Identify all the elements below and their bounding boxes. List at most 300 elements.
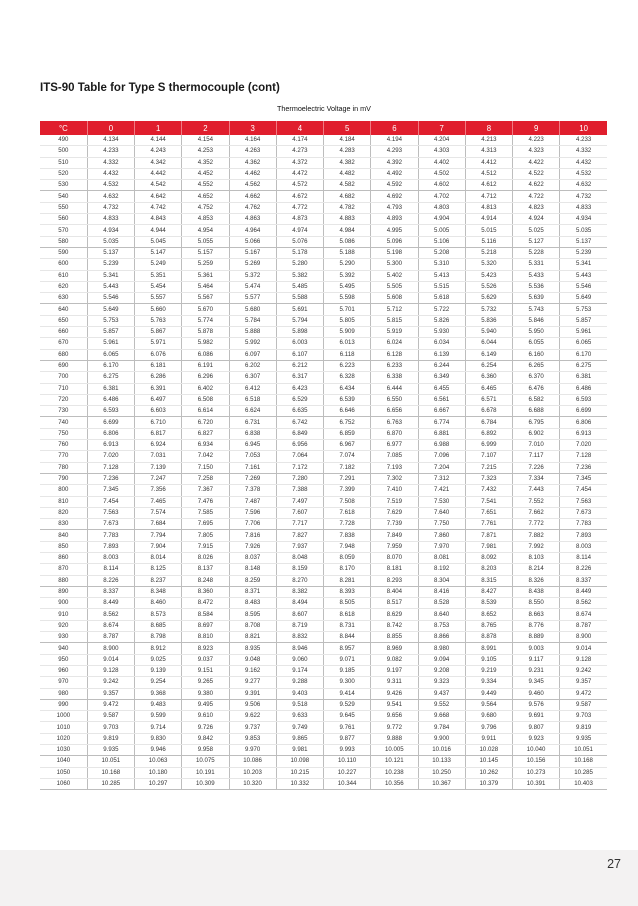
voltage-cell: 4.954 [182,225,229,236]
voltage-cell: 8.003 [560,541,607,552]
voltage-cell: 5.888 [229,327,276,338]
voltage-cell: 5.116 [465,236,512,247]
table-row [40,745,607,756]
voltage-cell: 4.382 [324,157,371,168]
voltage-cell: 5.930 [418,327,465,338]
voltage-cell: 6.044 [465,338,512,349]
voltage-cell: 5.649 [87,304,134,315]
voltage-cell: 7.226 [513,462,560,473]
voltage-cell: 5.618 [418,293,465,304]
voltage-cell: 8.371 [229,586,276,597]
voltage-cell: 7.053 [229,451,276,462]
voltage-cell: 5.588 [276,293,323,304]
voltage-cell: 9.564 [465,699,512,710]
voltage-cell: 5.025 [513,225,560,236]
voltage-cell: 9.265 [182,677,229,688]
voltage-cell: 5.732 [465,304,512,315]
voltage-cell: 5.137 [560,236,607,247]
voltage-cell: 4.432 [87,168,134,179]
voltage-cell: 8.787 [560,620,607,631]
voltage-cell: 7.728 [324,519,371,530]
voltage-cell: 4.332 [560,146,607,157]
voltage-cell: 10.367 [418,778,465,789]
voltage-cell: 4.934 [87,225,134,236]
voltage-cell: 7.585 [182,507,229,518]
voltage-cell: 10.309 [182,778,229,789]
voltage-cell: 7.684 [135,519,182,530]
voltage-cell: 9.599 [135,711,182,722]
voltage-cell: 8.427 [465,586,512,597]
table-row [40,315,607,326]
table-row [40,157,607,168]
voltage-cell: 8.957 [324,643,371,654]
table-row [40,778,607,789]
voltage-cell: 5.382 [276,270,323,281]
voltage-cell: 9.437 [418,688,465,699]
voltage-cell: 5.992 [229,338,276,349]
voltage-cell: 4.313 [465,146,512,157]
voltage-cell: 6.149 [465,349,512,360]
voltage-cell: 5.218 [465,247,512,258]
voltage-cell: 7.629 [371,507,418,518]
voltage-cell: 5.495 [324,281,371,292]
voltage-cell: 4.914 [465,214,512,225]
voltage-cell: 6.381 [87,383,134,394]
voltage-cell: 8.685 [135,620,182,631]
voltage-cell: 6.233 [371,360,418,371]
voltage-cell: 10.110 [324,756,371,767]
voltage-cell: 9.403 [276,688,323,699]
voltage-cell: 5.127 [513,236,560,247]
voltage-cell: 6.034 [418,338,465,349]
voltage-cell: 7.937 [276,541,323,552]
voltage-cell: 10.168 [87,767,134,778]
voltage-cell: 4.662 [229,191,276,202]
voltage-cell: 10.203 [229,767,276,778]
voltage-cell: 6.307 [229,372,276,383]
voltage-cell: 4.672 [276,191,323,202]
temperature-cell: 910 [40,609,87,620]
voltage-cell: 7.236 [560,462,607,473]
voltage-cell: 9.380 [182,688,229,699]
voltage-cell: 9.761 [324,722,371,733]
voltage-cell: 8.037 [229,552,276,563]
voltage-cell: 5.351 [135,270,182,281]
voltage-cell: 7.323 [465,473,512,484]
voltage-cell: 5.402 [371,270,418,281]
voltage-cell: 9.288 [276,677,323,688]
voltage-cell: 4.732 [560,191,607,202]
temperature-cell: 970 [40,677,87,688]
voltage-cell: 5.701 [324,304,371,315]
voltage-cell: 4.432 [560,157,607,168]
voltage-cell: 5.774 [182,315,229,326]
voltage-cell: 5.898 [276,327,323,338]
table-row [40,281,607,292]
voltage-cell: 10.075 [182,756,229,767]
temperature-cell: 660 [40,327,87,338]
voltage-cell: 10.040 [513,745,560,756]
voltage-cell: 9.703 [560,711,607,722]
voltage-cell: 6.317 [276,372,323,383]
table-row [40,225,607,236]
voltage-cell: 5.598 [324,293,371,304]
voltage-cell: 5.919 [371,327,418,338]
voltage-cell: 6.254 [465,360,512,371]
voltage-cell: 7.128 [87,462,134,473]
voltage-cell: 8.103 [513,552,560,563]
voltage-cell: 4.964 [229,225,276,236]
voltage-cell: 10.344 [324,778,371,789]
column-header: 9 [513,121,560,135]
voltage-cell: 5.485 [276,281,323,292]
voltage-cell: 10.285 [560,767,607,778]
voltage-cell: 6.806 [560,417,607,428]
voltage-cell: 6.624 [229,406,276,417]
voltage-cell: 7.096 [418,451,465,462]
voltage-cell: 4.934 [560,214,607,225]
voltage-cell: 4.512 [465,168,512,179]
voltage-cell: 8.878 [465,632,512,643]
voltage-cell: 7.388 [276,485,323,496]
voltage-cell: 5.392 [324,270,371,281]
voltage-cell: 9.460 [513,688,560,699]
voltage-cell: 4.332 [87,157,134,168]
temperature-cell: 680 [40,349,87,360]
voltage-cell: 8.192 [418,564,465,575]
voltage-cell: 6.223 [324,360,371,371]
voltage-cell: 9.048 [229,654,276,665]
voltage-cell: 4.692 [371,191,418,202]
voltage-cell: 9.242 [87,677,134,688]
voltage-cell: 5.826 [418,315,465,326]
voltage-cell: 7.378 [229,485,276,496]
voltage-cell: 7.530 [418,496,465,507]
voltage-cell: 9.529 [324,699,371,710]
voltage-cell: 8.114 [560,552,607,563]
temperature-cell: 1020 [40,733,87,744]
voltage-cell: 7.476 [182,496,229,507]
voltage-cell: 5.546 [560,281,607,292]
voltage-cell: 6.977 [371,440,418,451]
voltage-cell: 9.003 [513,643,560,654]
page-number: 27 [607,857,621,871]
voltage-cell: 8.248 [182,575,229,586]
table-row [40,214,607,225]
voltage-cell: 9.645 [324,711,371,722]
temperature-cell: 960 [40,665,87,676]
voltage-cell: 4.642 [135,191,182,202]
voltage-cell: 5.280 [276,259,323,270]
column-header: 1 [135,121,182,135]
voltage-cell: 4.164 [229,135,276,146]
voltage-cell: 8.991 [465,643,512,654]
voltage-cell: 4.233 [560,135,607,146]
voltage-cell: 9.935 [87,745,134,756]
table-row [40,372,607,383]
voltage-cell: 5.147 [135,247,182,258]
voltage-cell: 6.328 [324,372,371,383]
voltage-cell: 5.577 [229,293,276,304]
voltage-cell: 10.215 [276,767,323,778]
voltage-cell: 5.035 [560,225,607,236]
voltage-cell: 9.923 [513,733,560,744]
voltage-cell: 8.562 [560,598,607,609]
table-row [40,598,607,609]
temperature-cell: 790 [40,473,87,484]
voltage-cell: 6.465 [465,383,512,394]
voltage-cell: 8.159 [276,564,323,575]
voltage-cell: 9.749 [276,722,323,733]
voltage-cell: 4.752 [182,202,229,213]
voltage-cell: 6.370 [513,372,560,383]
voltage-cell: 6.486 [87,394,134,405]
voltage-cell: 8.003 [87,552,134,563]
voltage-cell: 5.433 [513,270,560,281]
voltage-cell: 5.259 [182,259,229,270]
temperature-cell: 590 [40,247,87,258]
voltage-cell: 9.345 [513,677,560,688]
voltage-cell: 8.494 [276,598,323,609]
voltage-cell: 5.846 [513,315,560,326]
voltage-cell: 8.798 [135,632,182,643]
voltage-cell: 9.541 [371,699,418,710]
voltage-cell: 7.783 [560,519,607,530]
temperature-cell: 830 [40,519,87,530]
voltage-cell: 10.391 [513,778,560,789]
table-row [40,270,607,281]
voltage-cell: 8.539 [465,598,512,609]
voltage-cell: 7.236 [87,473,134,484]
voltage-cell: 7.410 [371,485,418,496]
temperature-cell: 600 [40,259,87,270]
voltage-cell: 6.338 [371,372,418,383]
voltage-cell: 5.249 [135,259,182,270]
voltage-cell: 9.888 [371,733,418,744]
voltage-cell: 9.208 [418,665,465,676]
voltage-cell: 9.105 [465,654,512,665]
voltage-cell: 7.838 [324,530,371,541]
voltage-cell: 4.144 [135,135,182,146]
voltage-cell: 8.584 [182,609,229,620]
voltage-cell: 5.940 [465,327,512,338]
table-row [40,202,607,213]
voltage-cell: 9.495 [182,699,229,710]
voltage-cell: 5.228 [513,247,560,258]
voltage-cell: 4.482 [324,168,371,179]
voltage-cell: 4.904 [418,214,465,225]
voltage-cell: 7.074 [324,451,371,462]
voltage-cell: 8.337 [87,586,134,597]
voltage-cell: 5.546 [87,293,134,304]
voltage-cell: 9.819 [560,722,607,733]
table-row [40,564,607,575]
voltage-cell: 7.816 [229,530,276,541]
voltage-cell: 5.464 [182,281,229,292]
voltage-cell: 6.518 [229,394,276,405]
temperature-cell: 690 [40,360,87,371]
voltage-cell: 4.602 [418,180,465,191]
temperature-cell: 800 [40,485,87,496]
voltage-cell: 8.070 [371,552,418,563]
temperature-cell: 560 [40,214,87,225]
voltage-cell: 6.275 [87,372,134,383]
voltage-cell: 4.273 [276,146,323,157]
column-header: 6 [371,121,418,135]
voltage-cell: 9.877 [324,733,371,744]
voltage-cell: 5.076 [276,236,323,247]
voltage-cell: 9.334 [465,677,512,688]
voltage-cell: 8.326 [513,575,560,586]
voltage-cell: 9.737 [229,722,276,733]
temperature-cell: 700 [40,372,87,383]
voltage-cell: 7.981 [465,541,512,552]
voltage-cell: 9.587 [560,699,607,710]
voltage-cell: 4.233 [87,146,134,157]
voltage-cell: 6.924 [135,440,182,451]
voltage-cell: 9.865 [276,733,323,744]
voltage-cell: 5.086 [324,236,371,247]
temperature-cell: 730 [40,406,87,417]
table-row [40,632,607,643]
voltage-cell: 7.805 [182,530,229,541]
voltage-cell: 5.341 [87,270,134,281]
voltage-cell: 7.926 [229,541,276,552]
voltage-cell: 9.162 [229,665,276,676]
voltage-cell: 5.066 [229,236,276,247]
voltage-cell: 4.883 [324,214,371,225]
voltage-cell: 8.742 [371,620,418,631]
voltage-cell: 8.562 [87,609,134,620]
voltage-cell: 10.098 [276,756,323,767]
voltage-cell: 7.454 [560,485,607,496]
voltage-cell: 5.413 [418,270,465,281]
voltage-cell: 6.086 [182,349,229,360]
voltage-cell: 4.293 [371,146,418,157]
voltage-cell: 5.526 [465,281,512,292]
voltage-cell: 4.532 [560,168,607,179]
thermocouple-table [40,121,607,790]
voltage-cell: 4.184 [324,135,371,146]
voltage-cell: 5.557 [135,293,182,304]
voltage-cell: 6.118 [324,349,371,360]
voltage-cell: 6.571 [465,394,512,405]
table-row [40,541,607,552]
voltage-cell: 10.403 [560,778,607,789]
voltage-cell: 10.005 [371,745,418,756]
voltage-cell: 5.836 [465,315,512,326]
voltage-cell: 6.076 [135,349,182,360]
voltage-cell: 9.911 [465,733,512,744]
column-header: 3 [229,121,276,135]
voltage-cell: 6.170 [560,349,607,360]
temperature-cell: 920 [40,620,87,631]
voltage-cell: 6.849 [276,428,323,439]
voltage-cell: 9.970 [229,745,276,756]
voltage-cell: 8.912 [135,643,182,654]
voltage-cell: 7.150 [182,462,229,473]
voltage-cell: 8.550 [513,598,560,609]
voltage-cell: 5.680 [229,304,276,315]
voltage-cell: 8.900 [87,643,134,654]
voltage-cell: 5.198 [371,247,418,258]
voltage-cell: 7.345 [560,473,607,484]
table-row [40,654,607,665]
voltage-cell: 9.357 [560,677,607,688]
voltage-cell: 6.999 [465,440,512,451]
temperature-cell: 710 [40,383,87,394]
voltage-cell: 6.795 [513,417,560,428]
voltage-cell: 8.607 [276,609,323,620]
table-row [40,406,607,417]
voltage-cell: 7.117 [513,451,560,462]
voltage-cell: 9.197 [371,665,418,676]
voltage-cell: 8.810 [182,632,229,643]
column-header: 2 [182,121,229,135]
voltage-cell: 5.239 [560,247,607,258]
temperature-cell: 840 [40,530,87,541]
voltage-cell: 8.137 [182,564,229,575]
voltage-cell: 6.097 [229,349,276,360]
voltage-cell: 9.414 [324,688,371,699]
voltage-cell: 9.483 [135,699,182,710]
voltage-cell: 6.055 [513,338,560,349]
table-row [40,146,607,157]
voltage-cell: 5.784 [229,315,276,326]
voltage-cell: 4.462 [229,168,276,179]
temperature-cell: 530 [40,180,87,191]
voltage-cell: 6.678 [465,406,512,417]
voltage-cell: 4.472 [276,168,323,179]
voltage-cell: 8.855 [371,632,418,643]
voltage-cell: 4.154 [182,135,229,146]
table-row [40,259,607,270]
voltage-cell: 10.379 [465,778,512,789]
voltage-cell: 6.913 [87,440,134,451]
voltage-cell: 4.552 [182,180,229,191]
voltage-cell: 7.882 [513,530,560,541]
voltage-cell: 7.107 [465,451,512,462]
voltage-cell: 8.438 [513,586,560,597]
voltage-cell: 4.452 [182,168,229,179]
voltage-cell: 9.900 [418,733,465,744]
voltage-cell: 8.889 [513,632,560,643]
voltage-cell: 4.863 [229,214,276,225]
temperature-cell: 890 [40,586,87,597]
voltage-cell: 5.341 [560,259,607,270]
voltage-cell: 4.592 [371,180,418,191]
voltage-cell: 4.873 [276,214,323,225]
temperature-cell: 860 [40,552,87,563]
voltage-cell: 5.269 [229,259,276,270]
voltage-cell: 7.915 [182,541,229,552]
voltage-cell: 9.680 [465,711,512,722]
temperature-cell: 770 [40,451,87,462]
voltage-cell: 8.348 [135,586,182,597]
table-row [40,236,607,247]
table-row [40,575,607,586]
voltage-cell: 9.784 [418,722,465,733]
voltage-cell: 7.465 [135,496,182,507]
voltage-cell: 9.082 [371,654,418,665]
temperature-cell: 620 [40,281,87,292]
voltage-cell: 4.732 [87,202,134,213]
temperature-cell: 900 [40,598,87,609]
voltage-cell: 4.542 [135,180,182,191]
voltage-cell: 8.449 [560,586,607,597]
voltage-cell: 7.849 [371,530,418,541]
voltage-cell: 8.393 [324,586,371,597]
